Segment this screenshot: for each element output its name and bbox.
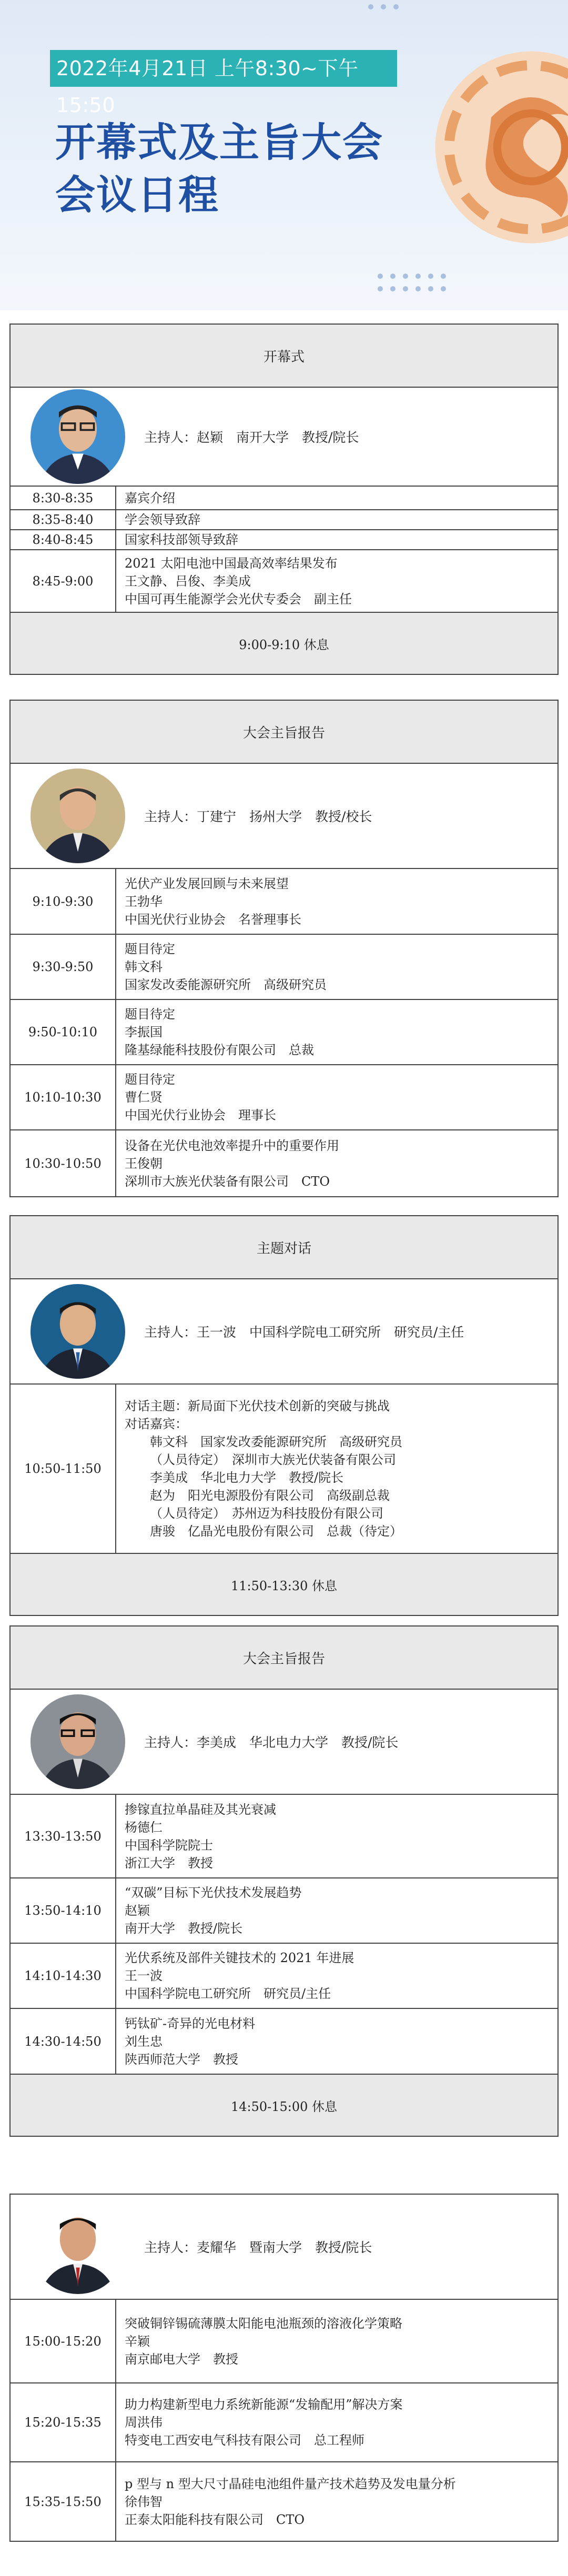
- desc-line: 中国科学院院士: [125, 1837, 213, 1853]
- time-cell: 8:30-8:35: [11, 487, 116, 510]
- desc-cell: [116, 530, 557, 550]
- host-avatar: [31, 769, 125, 863]
- time-cell: 14:10-14:30: [11, 1943, 116, 2008]
- agenda-row: [11, 2300, 557, 2383]
- desc-line: 南开大学 教授/院长: [125, 1921, 243, 1936]
- time-cell: 9:50-10:10: [11, 999, 116, 1065]
- desc-line: 嘉宾介绍: [125, 490, 175, 506]
- agenda-table: [11, 487, 557, 612]
- time-cell: 15:35-15:50: [11, 2462, 116, 2541]
- desc-cell: [116, 2008, 557, 2074]
- agenda-table: [11, 869, 557, 1196]
- time-cell: 15:00-15:20: [11, 2300, 116, 2383]
- desc-line: 南京邮电大学 教授: [125, 2351, 238, 2367]
- desc-line: 刘生忠: [125, 2034, 163, 2049]
- host-row: [11, 1690, 557, 1795]
- desc-line: 题目待定: [125, 1072, 175, 1087]
- agenda-row: [11, 1130, 557, 1196]
- agenda-row: [11, 510, 557, 530]
- agenda-table: [11, 1385, 557, 1553]
- desc-line: 题目待定: [125, 942, 175, 956]
- header-banner: [0, 0, 568, 310]
- time-cell: 10:30-10:50: [11, 1130, 116, 1196]
- desc-line: 中国光伏行业协会 理事长: [125, 1108, 276, 1123]
- desc-line: 光伏产业发展回顾与未来展望: [125, 876, 289, 891]
- desc-line: 对话嘉宾：: [125, 1417, 188, 1431]
- agenda-row: [11, 999, 557, 1065]
- section-title: 大会主旨报告: [11, 1627, 557, 1690]
- desc-cell: [116, 869, 557, 934]
- desc-line: 唐骏 亿晶光电股份有限公司 总裁（待定）: [150, 1524, 402, 1539]
- section-title: 开幕式: [11, 325, 557, 388]
- desc-line: 助力构建新型电力系统新能源“发输配用”解决方案: [125, 2397, 403, 2412]
- desc-cell: [116, 1878, 557, 1943]
- desc-line: 国家发改委能源研究所 高级研究员: [125, 977, 327, 992]
- desc-line: 陕西师范大学 教授: [125, 2052, 238, 2067]
- desc-line: 国家科技部领导致辞: [125, 532, 238, 547]
- time-cell: 10:50-11:50: [11, 1385, 116, 1553]
- desc-cell: [116, 1130, 557, 1196]
- desc-line: 杨德仁: [125, 1820, 163, 1835]
- host-label: 主持人：麦耀华 暨南大学 教授/院长: [144, 2240, 372, 2255]
- dialogue-section: [9, 1215, 559, 1616]
- host-avatar: [31, 1694, 125, 1789]
- time-cell: 13:30-13:50: [11, 1795, 116, 1878]
- agenda-row: [11, 934, 557, 999]
- desc-cell: [116, 2383, 557, 2462]
- desc-cell: [116, 2300, 557, 2383]
- desc-line: 深圳市大族光伏装备有限公司 CTO: [125, 1174, 330, 1189]
- desc-cell: [116, 1065, 557, 1130]
- agenda-row: [11, 550, 557, 612]
- host-row: [11, 2195, 557, 2300]
- page-title-line2: 会议日程: [55, 171, 219, 218]
- agenda-row: [11, 1878, 557, 1943]
- desc-line: 韩文科: [125, 959, 163, 974]
- host-label: 主持人：李美成 华北电力大学 教授/院长: [144, 1735, 399, 1750]
- date-bar: 2022年4月21日 上午8:30~下午15:50: [50, 50, 397, 87]
- opening-section: [9, 324, 559, 675]
- desc-line: 光伏系统及部件关键技术的 2021 年进展: [125, 1951, 354, 1965]
- desc-cell: [116, 999, 557, 1065]
- host-avatar: [31, 2199, 125, 2294]
- agenda-row: [11, 487, 557, 510]
- sun-emblem-icon: [431, 47, 568, 247]
- agenda-row: [11, 869, 557, 934]
- section-title: 大会主旨报告: [11, 701, 557, 764]
- host-label: 主持人：丁建宁 扬州大学 教授/校长: [144, 809, 372, 824]
- desc-cell: [116, 934, 557, 999]
- desc-line: 钙钛矿-奇异的光电材料: [125, 2016, 256, 2031]
- keynote-afternoon-section: [9, 1625, 559, 2137]
- desc-line: 王一波: [125, 1968, 163, 1983]
- desc-line: “双碳”目标下光伏技术发展趋势: [125, 1885, 302, 1900]
- agenda-row: [11, 2462, 557, 2541]
- desc-line: 王文静、吕俊、李美成: [125, 573, 251, 589]
- desc-cell: [116, 550, 557, 612]
- agenda-row: [11, 1795, 557, 1878]
- agenda-table: [11, 2300, 557, 2541]
- desc-line: 掺镓直拉单晶硅及其光衰减: [125, 1802, 276, 1817]
- agenda-row: [11, 530, 557, 550]
- time-cell: 9:10-9:30: [11, 869, 116, 934]
- afternoon-section-2: [9, 2194, 559, 2542]
- desc-line: 题目待定: [125, 1007, 175, 1022]
- page-title-line1: 开幕式及主旨大会: [55, 119, 383, 166]
- time-cell: 13:50-14:10: [11, 1878, 116, 1943]
- desc-line: 周洪伟: [125, 2415, 163, 2430]
- desc-line: 辛颖: [125, 2333, 150, 2349]
- desc-line: 王俊朝: [125, 1156, 163, 1171]
- desc-line: 对话主题：新局面下光伏技术创新的突破与挑战: [125, 1399, 390, 1413]
- host-label: 主持人：赵颖 南开大学 教授/院长: [144, 430, 359, 445]
- desc-line: （人员待定） 深圳市大族光伏装备有限公司: [150, 1452, 396, 1467]
- desc-line: 特变电工西安电气科技有限公司 总工程师: [125, 2433, 364, 2448]
- host-row: [11, 764, 557, 869]
- desc-line: 中国科学院电工研究所 研究员/主任: [125, 1986, 331, 2001]
- break-row: 9:00-9:10 休息: [11, 612, 557, 674]
- desc-line: 王勃华: [125, 894, 163, 909]
- decorative-dots: [368, 4, 399, 9]
- desc-line: 李振国: [125, 1025, 163, 1039]
- break-row: 14:50-15:00 休息: [11, 2074, 557, 2136]
- desc-cell: [116, 1385, 557, 1553]
- desc-line: 赵颖: [125, 1903, 150, 1918]
- desc-line: 徐伟智: [125, 2494, 163, 2509]
- desc-line: 设备在光伏电池效率提升中的重要作用: [125, 1138, 339, 1153]
- agenda-row: [11, 2383, 557, 2462]
- host-avatar: [31, 389, 125, 484]
- agenda-row: [11, 1385, 557, 1553]
- host-row: [11, 388, 557, 487]
- desc-cell: [116, 1795, 557, 1878]
- desc-line: 中国可再生能源学会光伏专委会 副主任: [125, 591, 352, 607]
- desc-line: （人员待定） 苏州迈为科技股份有限公司: [150, 1506, 383, 1521]
- desc-line: 隆基绿能科技股份有限公司 总裁: [125, 1043, 314, 1057]
- desc-cell: [116, 487, 557, 510]
- host-label: 主持人：王一波 中国科学院电工研究所 研究员/主任: [144, 1325, 464, 1340]
- desc-line: 赵为 阳光电源股份有限公司 高级副总裁: [150, 1488, 390, 1503]
- host-row: [11, 1279, 557, 1385]
- decorative-dots: [378, 274, 446, 291]
- agenda-row: [11, 2008, 557, 2074]
- break-row: 11:50-13:30 休息: [11, 1553, 557, 1615]
- time-cell: 10:10-10:30: [11, 1065, 116, 1130]
- agenda-table: [11, 1795, 557, 2074]
- time-cell: 8:35-8:40: [11, 510, 116, 530]
- keynote-morning-section: [9, 700, 559, 1197]
- desc-line: p 型与 n 型大尺寸晶硅电池组件量产技术趋势及发电量分析: [125, 2476, 456, 2491]
- desc-line: 2021 太阳电池中国最高效率结果发布: [125, 555, 338, 571]
- desc-cell: [116, 1943, 557, 2008]
- desc-line: 学会领导致辞: [125, 512, 200, 527]
- time-cell: 9:30-9:50: [11, 934, 116, 999]
- desc-line: 中国光伏行业协会 名誉理事长: [125, 912, 301, 927]
- desc-line: 浙江大学 教授: [125, 1855, 213, 1871]
- time-cell: 8:45-9:00: [11, 550, 116, 612]
- desc-line: 曹仁贤: [125, 1090, 163, 1105]
- agenda-row: [11, 1065, 557, 1130]
- desc-line: 正泰太阳能科技有限公司 CTO: [125, 2512, 305, 2527]
- host-avatar: [31, 1284, 125, 1379]
- agenda-row: [11, 1943, 557, 2008]
- time-cell: 15:20-15:35: [11, 2383, 116, 2462]
- desc-line: 李美成 华北电力大学 教授/院长: [150, 1470, 344, 1485]
- desc-line: 韩文科 国家发改委能源研究所 高级研究员: [150, 1435, 402, 1449]
- desc-cell: [116, 2462, 557, 2541]
- time-cell: 14:30-14:50: [11, 2008, 116, 2074]
- time-cell: 8:40-8:45: [11, 530, 116, 550]
- desc-line: 突破铜锌锡硫薄膜太阳能电池瓶颈的溶液化学策略: [125, 2316, 402, 2331]
- desc-cell: [116, 510, 557, 530]
- section-title: 主题对话: [11, 1216, 557, 1279]
